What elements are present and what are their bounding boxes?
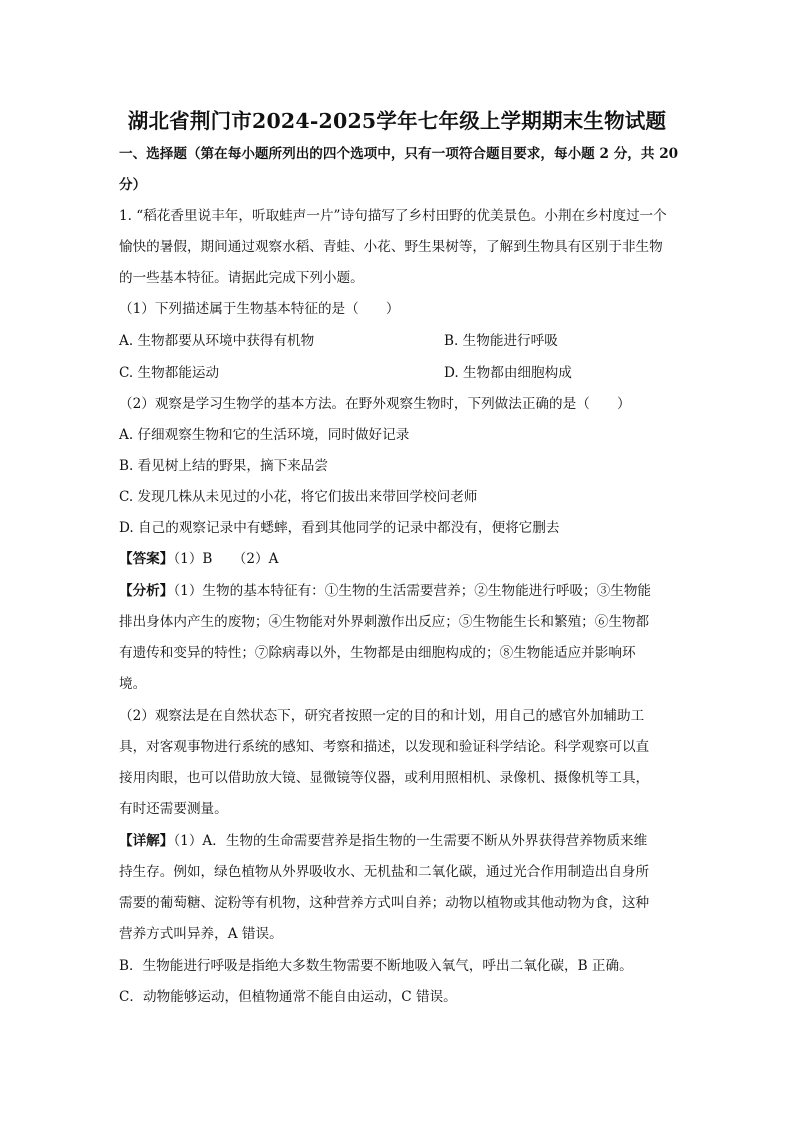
detail-text-1: （1）A．生物的生命需要营养是指生物的一生需要不断从外界获得营养物质来维 [173,833,648,849]
detail-line-2: 持生存。例如，绿色植物从外界吸收水、无机盐和二氧化碳，通过光合作用制造出自身所 [119,864,650,880]
analysis-line-6: 具，对客观事物进行系统的感知、考察和描述，以发现和验证科学结论。科学观察可以直 [119,739,650,755]
detail-line-3: 需要的葡萄糖、淀粉等有机物，这种营养方式叫自养；动物以植物或其他动物为食，这种 [119,895,650,911]
subquestion-2-option-d: D. 自己的观察记录中有蟋蟀，看到其他同学的记录中都没有，便将它删去 [119,520,560,536]
analysis-line-7: 接用肉眼，也可以借助放大镜、显微镜等仪器，或利用照相机、录像机、摄像机等工具， [119,770,650,786]
question-stem-line-2: 愉快的暑假，期间通过观察水稻、青蛙、小花、野生果树等，了解到生物具有区别于非生物 [119,239,663,255]
analysis-line-4: 境。 [119,676,147,692]
analysis-line-2: 排出身体内产生的废物；④生物能对外界刺激作出反应；⑤生物能生长和繁殖；⑥生物都 [119,614,650,630]
subquestion-1-option-d: D. 生物都由细胞构成 [444,365,572,381]
question-stem-line-3: 的一些基本特征。请据此完成下列小题。 [119,270,364,286]
analysis-line-3: 有遗传和变异的特性；⑦除病毒以外，生物都是由细胞构成的；⑧生物能适应并影响环 [119,645,636,661]
subquestion-1-option-b: B. 生物能进行呼吸 [444,333,558,349]
subquestion-2-option-b: B. 看见树上结的野果，摘下来品尝 [119,458,328,474]
answer-line [119,551,278,567]
analysis-text-1: （1）生物的基本特征有：①生物的生活需要营养；②生物能进行呼吸；③生物能 [173,583,652,599]
analysis-line-1 [119,583,651,599]
answer-text: （1）B （2）A [173,551,279,567]
section-heading-line-2: 分） [119,177,147,193]
answer-label: 【答案】 [119,551,174,567]
analysis-label: 【分析】 [119,583,174,599]
subquestion-1-option-a: A. 生物都要从环境中获得有机物 [119,333,315,349]
detail-line-1 [119,833,647,849]
detail-label: 【详解】 [119,833,174,849]
detail-line-4: 营养方式叫异养，A 错误。 [119,926,283,942]
analysis-line-5: （2）观察法是在自然状态下，研究者按照一定的目的和计划，用自己的感官外加辅助工 [119,708,645,724]
subquestion-2-option-a: A. 仔细观察生物和它的生活环境，同时做好记录 [119,427,410,443]
section-heading-line-1: 一、选择题（第在每小题所列出的四个选项中，只有一项符合题目要求，每小题 2 分，共 20 [119,146,679,162]
subquestion-1-option-c: C. 生物都能运动 [119,365,220,381]
analysis-line-8: 有时还需要测量。 [119,801,228,817]
detail-line-5: B．生物能进行呼吸是指绝大多数生物需要不断地吸入氧气，呼出二氧化碳，B 正确。 [119,958,633,974]
subquestion-1-prompt: （1）下列描述属于生物基本特征的是（ ） [119,301,400,317]
page-title: 湖北省荆门市2024-2025学年七年级上学期期末生物试题 [127,109,667,133]
subquestion-2-option-c: C. 发现几株从未见过的小花，将它们拔出来带回学校问老师 [119,489,478,505]
question-stem-line-1: 1. “稻花香里说丰年，听取蛙声一片”诗句描写了乡村田野的优美景色。小荆在乡村度过一个 [119,208,667,224]
subquestion-2-prompt: （2）观察是学习生物学的基本方法。在野外观察生物时，下列做法正确的是（ ） [119,396,631,412]
detail-line-6: C．动物能够运动，但植物通常不能自由运动，C 错误。 [119,989,457,1005]
